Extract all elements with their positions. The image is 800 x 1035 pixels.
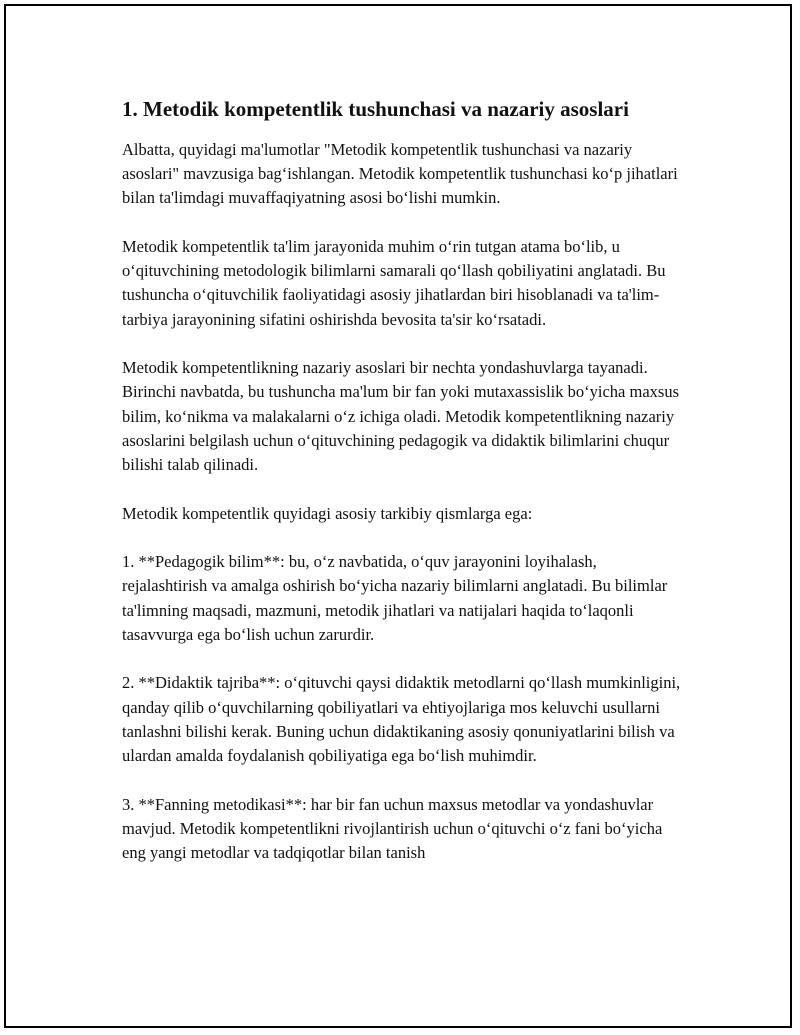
page-title: 1. Metodik kompetentlik tushunchasi va nazariy asoslari [122, 97, 629, 121]
list-item-pedagogical-knowledge: 1. **Pedagogik bilim**: bu, o‘z navbatida, o‘quv jarayonini loyihalash, rejalashtirish va amalga oshirish bo‘yicha nazariy bilimlarni anglatadi. Bu bilimlar ta'limning maqsadi, mazmuni, metodik jihatlari va natijalari haqida to‘laqonli tasavvurga ega bo‘lish uchun zarurdir. [122, 552, 668, 644]
page-frame [4, 4, 792, 1028]
paragraph-components-intro: Metodik kompetentlik quyidagi asosiy tarkibiy qismlarga ega: [122, 503, 533, 523]
paragraph-intro: Albatta, quyidagi ma'lumotlar "Metodik kompetentlik tushunchasi va nazariy asoslari" mavzusiga bag‘ishlangan. Metodik kompetentlik tushunchasi ko‘p jihatlari bilan ta'limdagi muvaffaqiyatning asosi bo‘lishi mumkin. [122, 140, 678, 208]
paragraph-definition: Metodik kompetentlik ta'lim jarayonida muhim o‘rin tutgan atama bo‘lib, u o‘qituvchining metodologik bilimlarni samarali qo‘llash qobiliyatini anglatadi. Bu tushuncha o‘qituvchilik faoliyatidagi asosiy jihatlardan biri hisoblanadi va ta'lim-tarbiya jarayonining sifatini oshirishda bevosita ta'sir ko‘rsatadi. [122, 237, 666, 329]
list-item-didactic-experience: 2. **Didaktik tajriba**: o‘qituvchi qaysi didaktik metodlarni qo‘llash mumkinligini, qanday qilib o‘quvchilarning qobiliyatlari va ehtiyojlariga mos keluvchi usullarni tanlashni bilishi kerak. Buning uchun didaktikaning asosiy qonuniyatlarini bilish va ulardan amalda foydalanish qobiliyatiga ega bo‘lish muhimdir. [122, 673, 681, 766]
document-body [122, 96, 682, 890]
paragraph-theory: Metodik kompetentlikning nazariy asoslari bir nechta yondashuvlarga tayanadi. Birinchi navbatda, bu tushuncha ma'lum bir fan yoki mutaxassislik bo‘yicha maxsus bilim, ko‘nikma va malakalarni o‘z ichiga oladi. Metodik kompetentlikning nazariy asoslarini belgilash uchun o‘qituvchining pedagogik va didaktik bilimlarini chuqur bilishi talab qilinadi. [122, 358, 679, 475]
list-item-subject-methodology: 3. **Fanning metodikasi**: har bir fan uchun maxsus metodlar va yondashuvlar mavjud. Metodik kompetentlikni rivojlantirish uchun o‘qituvchi o‘z fani bo‘yicha eng yangi metodlar va tadqiqotlar bilan tanish [122, 794, 663, 863]
